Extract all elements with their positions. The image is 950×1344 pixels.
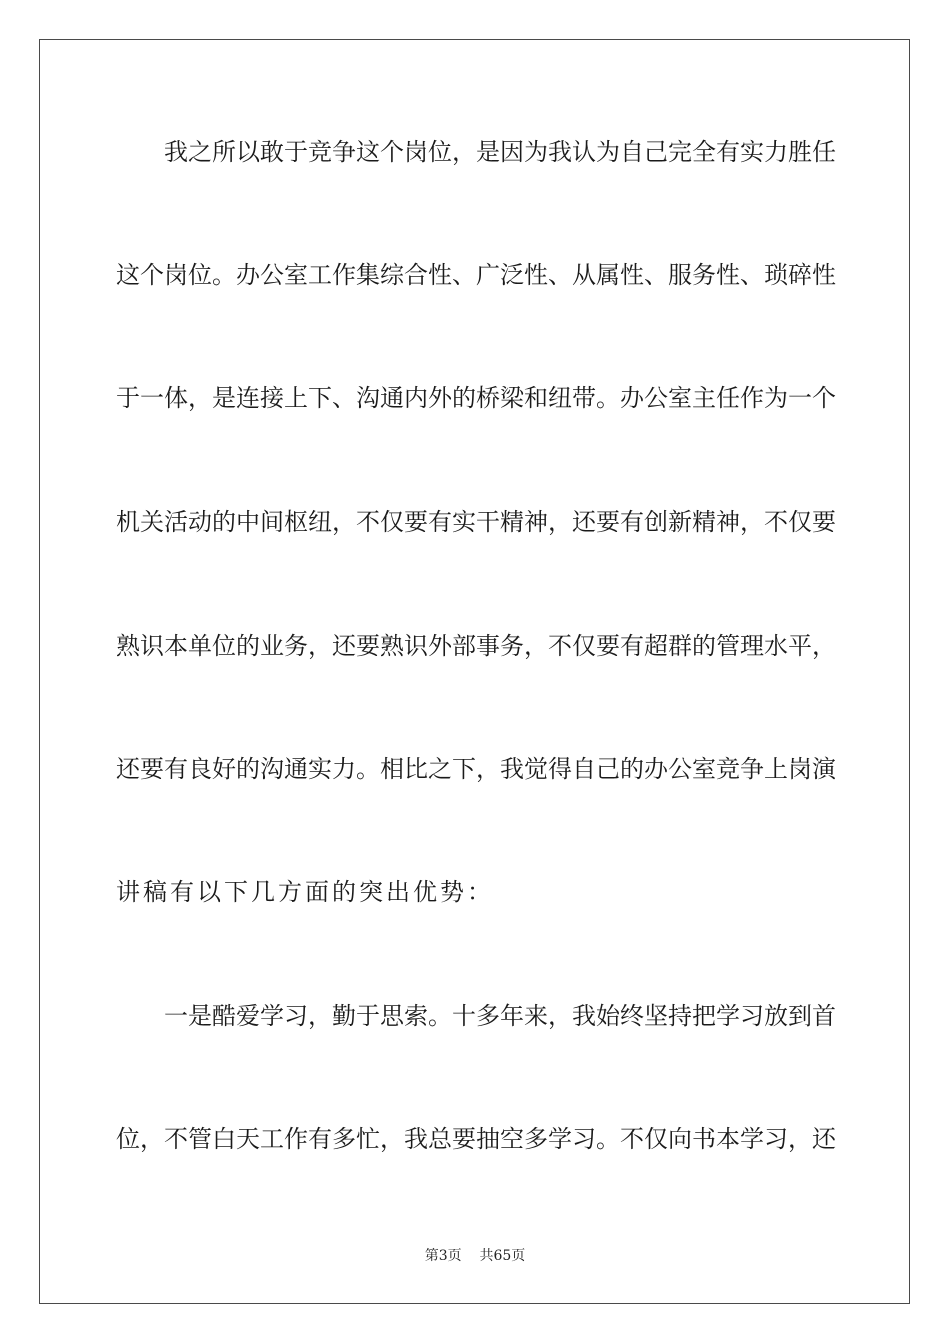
paragraph-line: 位，不管白天工作有多忙，我总要抽空多学习。不仅向书本学习，还 (116, 1125, 836, 1153)
paragraph-line: 我之所以敢于竞争这个岗位，是因为我认为自己完全有实力胜任 (164, 138, 836, 166)
paragraph-line: 熟识本单位的业务，还要熟识外部事务，不仅要有超群的管理水平， (116, 632, 836, 660)
paragraph-line: 还要有良好的沟通实力。相比之下，我觉得自己的办公室竞争上岗演 (116, 755, 836, 783)
paragraph-line: 讲稿有以下几方面的突出优势： (116, 878, 494, 906)
paragraph-line: 这个岗位。办公室工作集综合性、广泛性、从属性、服务性、琐碎性 (116, 261, 836, 289)
paragraph-line: 机关活动的中间枢纽，不仅要有实干精神，还要有创新精神，不仅要 (116, 508, 836, 536)
page-number: 第3页 (424, 1248, 462, 1264)
page-border (39, 39, 910, 1304)
page-footer (0, 1247, 950, 1265)
paragraph-line: 一是酷爱学习，勤于思索。十多年来，我始终坚持把学习放到首 (164, 1002, 836, 1030)
page-total: 共65页 (479, 1248, 526, 1264)
paragraph-line: 于一体，是连接上下、沟通内外的桥梁和纽带。办公室主任作为一个 (116, 384, 836, 412)
